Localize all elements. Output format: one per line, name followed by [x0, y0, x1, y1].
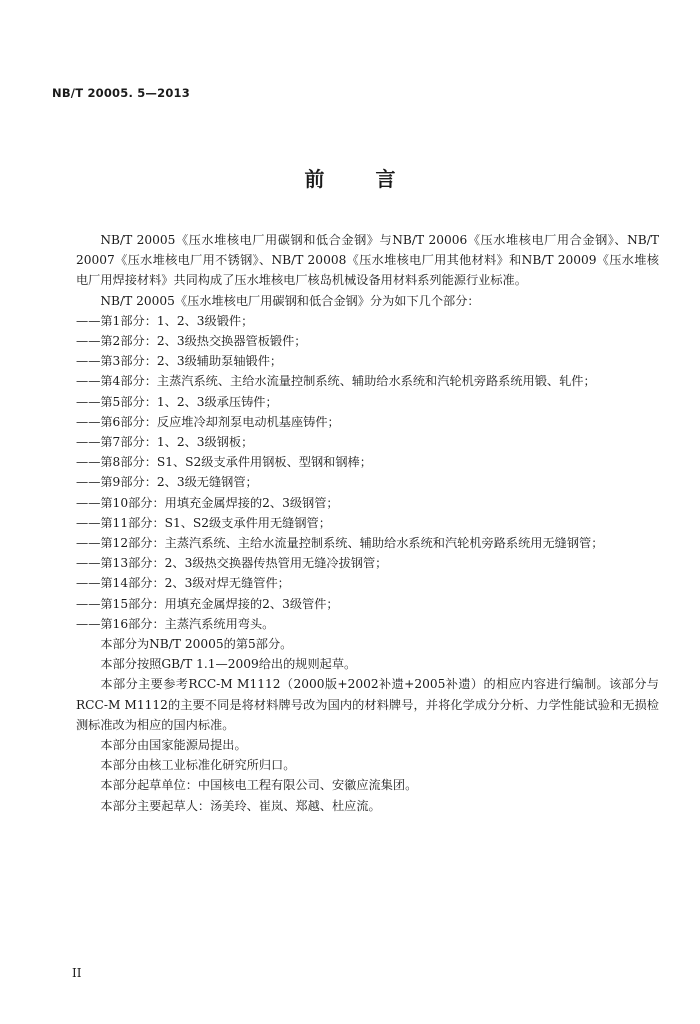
closing-paragraph: 本部分按照GB/T 1.1—2009给出的规则起草。	[100, 657, 357, 672]
part-item: ——第13部分：2、3级热交换器传热管用无缝冷拔钢管；	[76, 556, 388, 571]
part-item: ——第14部分：2、3级对焊无缝管件；	[76, 576, 290, 591]
parts-list	[76, 311, 659, 634]
part-item: ——第10部分：用填充金属焊接的2、3级钢管；	[76, 495, 339, 510]
part-item: ——第5部分：1、2、3级承压铸件；	[76, 394, 278, 409]
closing-paragraph: 本部分主要起草人：汤美玲、崔岚、郑越、杜应流。	[100, 798, 381, 813]
part-item: ——第4部分：主蒸汽系统、主给水流量控制系统、辅助给水系统和汽轮机旁路系统用锻、轧件；	[76, 374, 596, 389]
foreword-body	[76, 230, 659, 816]
intro-paragraph: NB/T 20005《压水堆核电厂用碳钢和低合金钢》与NB/T 20006《压水堆核电厂用合金钢》、NB/T 20007《压水堆核电厂用不锈钢》、NB/T 20008《压水堆核电厂用其他材料》和NB/T 20009《压水堆核电厂用焊接材料》共同构成了压水堆核电厂核岛机械设备用材料系列能源行业标准。	[76, 233, 659, 288]
part-item: ——第7部分：1、2、3级钢板；	[76, 435, 254, 450]
part-item: ——第11部分：S1、S2级支承件用无缝钢管；	[76, 515, 331, 530]
closing-paragraph: 本部分为NB/T 20005的第5部分。	[100, 637, 293, 652]
part-item: ——第16部分：主蒸汽系统用弯头。	[76, 616, 275, 631]
part-item: ——第9部分：2、3级无缝钢管；	[76, 475, 258, 490]
closing-paragraph: 本部分由国家能源局提出。	[100, 738, 247, 753]
parts-intro: NB/T 20005《压水堆核电厂用碳钢和低合金钢》分为如下几个部分：	[100, 293, 480, 308]
part-item: ——第3部分：2、3级辅助泵轴锻件；	[76, 354, 283, 369]
part-item: ——第12部分：主蒸汽系统、主给水流量控制系统、辅助给水系统和汽轮机旁路系统用无缝钢管；	[76, 536, 604, 551]
part-item: ——第8部分：S1、S2级支承件用钢板、型钢和钢棒；	[76, 455, 372, 470]
document-id-header: NB/T 20005. 5—2013	[52, 86, 190, 100]
page-title: 前 言	[304, 167, 418, 191]
closing-paragraph: 本部分起草单位：中国核电工程有限公司、安徽应流集团。	[100, 778, 418, 793]
closing-paragraph: 本部分主要参考RCC-M M1112（2000版+2002补遗+2005补遗）的相应内容进行编制。该部分与RCC-M M1112的主要不同是将材料牌号改为国内的材料牌号，并将化学成分分析、力学性能试验和无损检测标准改为相应的国内标准。	[76, 677, 659, 732]
part-item: ——第15部分：用填充金属焊接的2、3级管件；	[76, 596, 339, 611]
part-item: ——第2部分：2、3级热交换器管板锻件；	[76, 334, 307, 349]
part-item: ——第1部分：1、2、3级锻件；	[76, 313, 254, 328]
part-item: ——第6部分：反应堆冷却剂泵电动机基座铸件；	[76, 414, 340, 429]
closing-paragraph: 本部分由核工业标准化研究所归口。	[100, 758, 296, 773]
page-number: II	[72, 966, 82, 980]
